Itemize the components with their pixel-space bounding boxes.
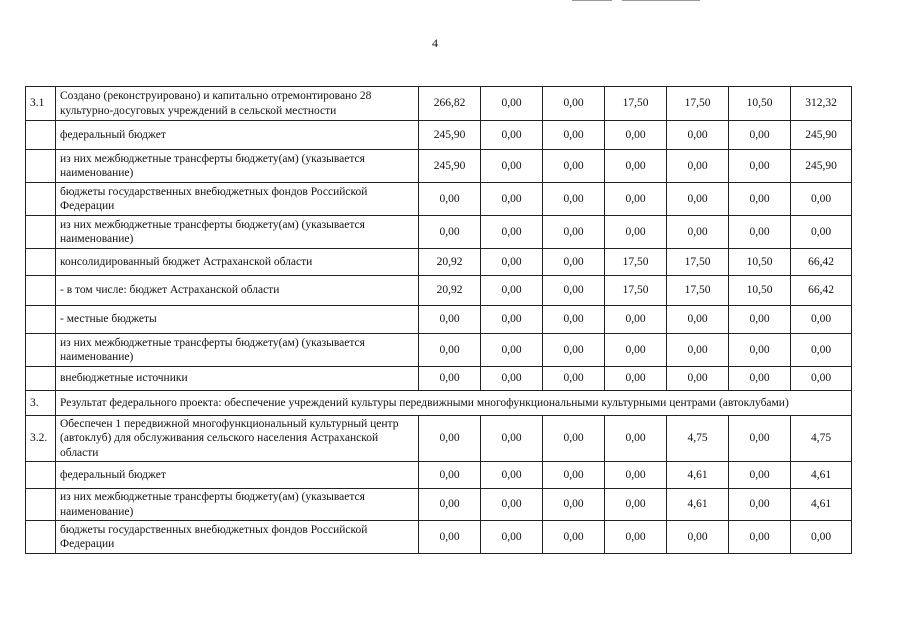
value-cell: 4,61 xyxy=(667,462,729,489)
value-cell: 245,90 xyxy=(419,150,481,183)
row-code xyxy=(26,150,56,183)
value-cell: 17,50 xyxy=(605,249,667,276)
value-cell: 0,00 xyxy=(729,121,791,150)
value-cell: 20,92 xyxy=(419,276,481,306)
value-cell: 10,50 xyxy=(729,276,791,306)
table-row xyxy=(26,150,852,183)
row-code xyxy=(26,489,56,521)
row-label: бюджеты государственных внебюджетных фондов Российской Федерации xyxy=(56,520,419,553)
value-cell: 0,00 xyxy=(543,462,605,489)
value-cell: 0,00 xyxy=(729,334,791,367)
value-cell: 0,00 xyxy=(543,416,605,462)
value-cell: 0,00 xyxy=(729,150,791,183)
table-row xyxy=(26,334,852,367)
value-cell: 0,00 xyxy=(419,306,481,334)
budget-table xyxy=(25,86,852,554)
row-label: бюджеты государственных внебюджетных фондов Российской Федерации xyxy=(56,183,419,216)
value-cell: 0,00 xyxy=(605,121,667,150)
row-label: Обеспечен 1 передвижной многофункциональный культурный центр (автоклуб) для обслуживания сельского населения Астраханской области xyxy=(56,416,419,462)
value-cell: 0,00 xyxy=(543,489,605,521)
value-cell: 0,00 xyxy=(729,367,791,391)
value-cell: 0,00 xyxy=(667,150,729,183)
value-cell: 4,61 xyxy=(791,489,852,521)
value-cell: 0,00 xyxy=(481,462,543,489)
value-cell: 0,00 xyxy=(543,276,605,306)
value-cell: 245,90 xyxy=(419,121,481,150)
value-cell: 0,00 xyxy=(667,216,729,249)
table-row xyxy=(26,462,852,489)
value-cell: 0,00 xyxy=(543,87,605,121)
value-cell: 17,50 xyxy=(667,87,729,121)
value-cell: 0,00 xyxy=(543,150,605,183)
value-cell: 0,00 xyxy=(729,183,791,216)
value-cell: 0,00 xyxy=(481,306,543,334)
value-cell: 0,00 xyxy=(481,416,543,462)
value-cell: 0,00 xyxy=(729,306,791,334)
value-cell: 0,00 xyxy=(481,121,543,150)
section-title: Результат федерального проекта: обеспечение учреждений культуры передвижными многофункциональными культурными центрами (автоклубами) xyxy=(56,391,852,416)
row-label: Создано (реконструировано) и капитально отремонтировано 28 культурно-досуговых учреждений в сельской местности xyxy=(56,87,419,121)
value-cell: 0,00 xyxy=(419,216,481,249)
value-cell: 17,50 xyxy=(605,276,667,306)
value-cell: 0,00 xyxy=(791,216,852,249)
value-cell: 0,00 xyxy=(543,121,605,150)
value-cell: 0,00 xyxy=(791,306,852,334)
value-cell: 245,90 xyxy=(791,121,852,150)
row-label: федеральный бюджет xyxy=(56,121,419,150)
value-cell: 0,00 xyxy=(605,489,667,521)
value-cell: 266,82 xyxy=(419,87,481,121)
value-cell: 17,50 xyxy=(605,87,667,121)
value-cell: 0,00 xyxy=(543,249,605,276)
row-label: - местные бюджеты xyxy=(56,306,419,334)
value-cell: 0,00 xyxy=(419,334,481,367)
value-cell: 0,00 xyxy=(543,367,605,391)
row-label: из них межбюджетные трансферты бюджету(ам) (указывается наименование) xyxy=(56,334,419,367)
value-cell: 0,00 xyxy=(667,520,729,553)
value-cell: 0,00 xyxy=(605,416,667,462)
value-cell: 0,00 xyxy=(481,276,543,306)
value-cell: 0,00 xyxy=(605,520,667,553)
table-row xyxy=(26,183,852,216)
value-cell: 0,00 xyxy=(543,183,605,216)
row-code xyxy=(26,216,56,249)
value-cell: 0,00 xyxy=(729,489,791,521)
value-cell: 0,00 xyxy=(605,150,667,183)
row-code: 3.1 xyxy=(26,87,56,121)
value-cell: 4,75 xyxy=(791,416,852,462)
value-cell: 0,00 xyxy=(419,462,481,489)
value-cell: 0,00 xyxy=(667,306,729,334)
value-cell: 245,90 xyxy=(791,150,852,183)
value-cell: 4,61 xyxy=(667,489,729,521)
value-cell: 0,00 xyxy=(667,121,729,150)
value-cell: 0,00 xyxy=(667,183,729,216)
row-label: из них межбюджетные трансферты бюджету(ам) (указывается наименование) xyxy=(56,489,419,521)
value-cell: 0,00 xyxy=(543,520,605,553)
value-cell: 0,00 xyxy=(481,216,543,249)
budget-table-body xyxy=(26,87,852,554)
row-code xyxy=(26,121,56,150)
row-label: внебюджетные источники xyxy=(56,367,419,391)
value-cell: 312,32 xyxy=(791,87,852,121)
value-cell: 17,50 xyxy=(667,276,729,306)
table-row xyxy=(26,249,852,276)
value-cell: 0,00 xyxy=(605,334,667,367)
value-cell: 0,00 xyxy=(729,520,791,553)
value-cell: 0,00 xyxy=(481,520,543,553)
table-row xyxy=(26,121,852,150)
value-cell: 0,00 xyxy=(729,216,791,249)
row-code xyxy=(26,276,56,306)
value-cell: 0,00 xyxy=(791,183,852,216)
table-row xyxy=(26,367,852,391)
value-cell: 0,00 xyxy=(729,416,791,462)
value-cell: 10,50 xyxy=(729,249,791,276)
table-row xyxy=(26,416,852,462)
scan-artifact-line xyxy=(622,0,700,1)
row-label: - в том числе: бюджет Астраханской области xyxy=(56,276,419,306)
table-row xyxy=(26,489,852,521)
page-number: 4 xyxy=(432,36,438,50)
value-cell: 0,00 xyxy=(543,306,605,334)
scan-artifact-line xyxy=(572,0,612,1)
value-cell: 0,00 xyxy=(419,416,481,462)
value-cell: 10,50 xyxy=(729,87,791,121)
row-code xyxy=(26,183,56,216)
table-row xyxy=(26,306,852,334)
row-code xyxy=(26,249,56,276)
value-cell: 0,00 xyxy=(481,489,543,521)
value-cell: 0,00 xyxy=(543,334,605,367)
value-cell: 20,92 xyxy=(419,249,481,276)
row-code: 3. xyxy=(26,391,56,416)
value-cell: 4,61 xyxy=(791,462,852,489)
value-cell: 0,00 xyxy=(729,462,791,489)
value-cell: 0,00 xyxy=(481,183,543,216)
value-cell: 0,00 xyxy=(419,183,481,216)
value-cell: 66,42 xyxy=(791,249,852,276)
row-label: федеральный бюджет xyxy=(56,462,419,489)
row-label: из них межбюджетные трансферты бюджету(ам) (указывается наименование) xyxy=(56,150,419,183)
table-row xyxy=(26,520,852,553)
value-cell: 0,00 xyxy=(605,306,667,334)
row-code xyxy=(26,367,56,391)
value-cell: 0,00 xyxy=(543,216,605,249)
section-row xyxy=(26,391,852,416)
row-code xyxy=(26,520,56,553)
row-label: консолидированный бюджет Астраханской области xyxy=(56,249,419,276)
table-row xyxy=(26,276,852,306)
value-cell: 0,00 xyxy=(605,183,667,216)
row-code: 3.2. xyxy=(26,416,56,462)
value-cell: 0,00 xyxy=(481,334,543,367)
value-cell: 0,00 xyxy=(667,367,729,391)
value-cell: 0,00 xyxy=(605,462,667,489)
value-cell: 0,00 xyxy=(481,87,543,121)
table-row xyxy=(26,87,852,121)
row-code xyxy=(26,306,56,334)
value-cell: 0,00 xyxy=(667,334,729,367)
row-code xyxy=(26,462,56,489)
table-row xyxy=(26,216,852,249)
value-cell: 0,00 xyxy=(605,216,667,249)
row-label: из них межбюджетные трансферты бюджету(ам) (указывается наименование) xyxy=(56,216,419,249)
value-cell: 0,00 xyxy=(419,520,481,553)
value-cell: 0,00 xyxy=(419,367,481,391)
value-cell: 0,00 xyxy=(419,489,481,521)
value-cell: 0,00 xyxy=(605,367,667,391)
value-cell: 0,00 xyxy=(481,150,543,183)
row-code xyxy=(26,334,56,367)
value-cell: 17,50 xyxy=(667,249,729,276)
value-cell: 4,75 xyxy=(667,416,729,462)
value-cell: 0,00 xyxy=(791,367,852,391)
value-cell: 0,00 xyxy=(481,249,543,276)
value-cell: 66,42 xyxy=(791,276,852,306)
value-cell: 0,00 xyxy=(481,367,543,391)
value-cell: 0,00 xyxy=(791,334,852,367)
value-cell: 0,00 xyxy=(791,520,852,553)
